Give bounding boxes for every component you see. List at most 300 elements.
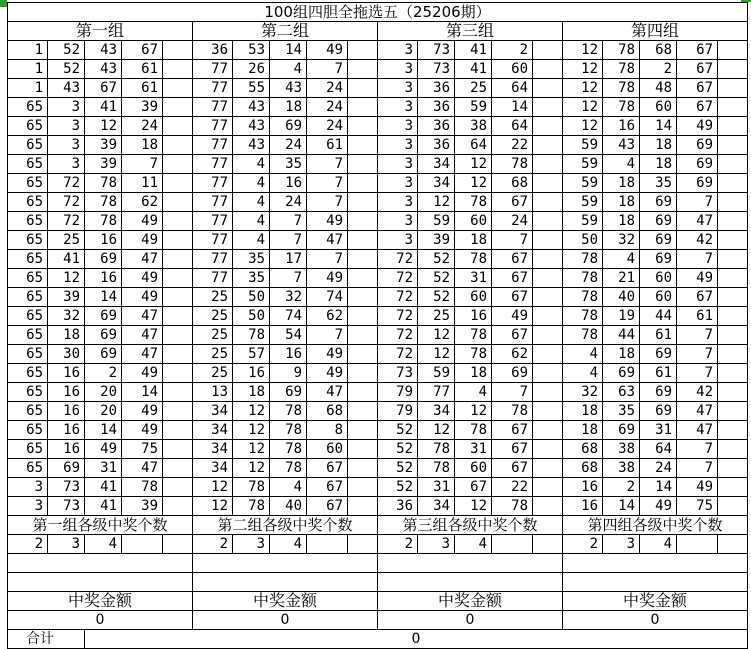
number-cell[interactable]: 72 bbox=[378, 307, 418, 326]
number-cell[interactable]: 47 bbox=[307, 231, 348, 250]
number-cell[interactable]: 49 bbox=[307, 364, 348, 383]
empty-cell[interactable] bbox=[533, 136, 563, 155]
number-cell[interactable]: 12 bbox=[455, 497, 492, 516]
empty-cell[interactable] bbox=[718, 231, 748, 250]
empty-cell[interactable] bbox=[8, 554, 193, 573]
number-cell[interactable]: 67 bbox=[122, 41, 163, 60]
number-cell[interactable]: 12 bbox=[418, 193, 455, 212]
number-cell[interactable]: 39 bbox=[48, 288, 85, 307]
number-cell[interactable]: 11 bbox=[122, 174, 163, 193]
number-cell[interactable]: 78 bbox=[85, 174, 122, 193]
number-cell[interactable]: 35 bbox=[270, 155, 307, 174]
number-cell[interactable]: 3 bbox=[378, 117, 418, 136]
empty-cell[interactable] bbox=[348, 136, 378, 155]
number-cell[interactable]: 38 bbox=[603, 459, 640, 478]
empty-cell[interactable] bbox=[163, 269, 193, 288]
number-cell[interactable]: 12 bbox=[418, 421, 455, 440]
number-cell[interactable]: 3 bbox=[378, 212, 418, 231]
number-cell[interactable]: 12 bbox=[455, 174, 492, 193]
number-cell[interactable]: 52 bbox=[48, 41, 85, 60]
number-cell[interactable]: 12 bbox=[455, 402, 492, 421]
number-cell[interactable]: 18 bbox=[455, 364, 492, 383]
number-cell[interactable]: 3 bbox=[48, 155, 85, 174]
number-cell[interactable]: 78 bbox=[492, 155, 533, 174]
number-cell[interactable]: 7 bbox=[270, 212, 307, 231]
empty-cell[interactable] bbox=[348, 478, 378, 497]
number-cell[interactable]: 49 bbox=[307, 269, 348, 288]
number-cell[interactable]: 47 bbox=[307, 383, 348, 402]
number-cell[interactable]: 34 bbox=[418, 402, 455, 421]
number-cell[interactable]: 16 bbox=[48, 364, 85, 383]
number-cell[interactable]: 78 bbox=[563, 269, 603, 288]
number-cell[interactable]: 41 bbox=[85, 497, 122, 516]
number-cell[interactable]: 9 bbox=[270, 364, 307, 383]
number-cell[interactable]: 54 bbox=[270, 326, 307, 345]
number-cell[interactable]: 7 bbox=[492, 383, 533, 402]
number-cell[interactable]: 18 bbox=[603, 345, 640, 364]
number-cell[interactable]: 32 bbox=[563, 383, 603, 402]
number-cell[interactable]: 18 bbox=[48, 326, 85, 345]
number-cell[interactable]: 78 bbox=[563, 250, 603, 269]
empty-cell[interactable] bbox=[718, 98, 748, 117]
number-cell[interactable]: 59 bbox=[455, 98, 492, 117]
number-cell[interactable]: 69 bbox=[640, 250, 677, 269]
number-cell[interactable]: 4 bbox=[563, 345, 603, 364]
empty-cell[interactable] bbox=[533, 193, 563, 212]
number-cell[interactable]: 24 bbox=[122, 117, 163, 136]
number-cell[interactable]: 12 bbox=[233, 459, 270, 478]
number-cell[interactable]: 69 bbox=[677, 155, 718, 174]
number-cell[interactable]: 59 bbox=[563, 155, 603, 174]
number-cell[interactable]: 75 bbox=[677, 497, 718, 516]
number-cell[interactable]: 14 bbox=[640, 478, 677, 497]
number-cell[interactable]: 65 bbox=[8, 345, 48, 364]
empty-cell[interactable] bbox=[533, 364, 563, 383]
empty-cell[interactable] bbox=[718, 307, 748, 326]
number-cell[interactable]: 41 bbox=[48, 250, 85, 269]
number-cell[interactable]: 78 bbox=[270, 440, 307, 459]
empty-cell[interactable] bbox=[533, 326, 563, 345]
empty-cell[interactable] bbox=[348, 231, 378, 250]
number-cell[interactable]: 50 bbox=[233, 307, 270, 326]
number-cell[interactable]: 7 bbox=[677, 193, 718, 212]
number-cell[interactable]: 4 bbox=[563, 364, 603, 383]
empty-cell[interactable] bbox=[718, 459, 748, 478]
empty-cell[interactable] bbox=[163, 497, 193, 516]
number-cell[interactable]: 78 bbox=[122, 478, 163, 497]
number-cell[interactable]: 67 bbox=[677, 41, 718, 60]
empty-cell[interactable] bbox=[163, 535, 193, 554]
number-cell[interactable]: 69 bbox=[640, 212, 677, 231]
empty-cell[interactable] bbox=[348, 79, 378, 98]
number-cell[interactable]: 52 bbox=[378, 478, 418, 497]
empty-cell[interactable] bbox=[163, 345, 193, 364]
number-cell[interactable]: 14 bbox=[85, 288, 122, 307]
number-cell[interactable]: 49 bbox=[122, 269, 163, 288]
number-cell[interactable]: 24 bbox=[307, 98, 348, 117]
number-cell[interactable]: 77 bbox=[193, 174, 233, 193]
number-cell[interactable]: 77 bbox=[193, 250, 233, 269]
empty-cell[interactable] bbox=[718, 326, 748, 345]
number-cell[interactable]: 7 bbox=[122, 155, 163, 174]
number-cell[interactable]: 7 bbox=[677, 345, 718, 364]
number-cell[interactable]: 77 bbox=[418, 383, 455, 402]
number-cell[interactable]: 69 bbox=[640, 345, 677, 364]
empty-cell[interactable] bbox=[533, 269, 563, 288]
number-cell[interactable]: 4 bbox=[270, 478, 307, 497]
number-cell[interactable]: 43 bbox=[48, 79, 85, 98]
prize-amount-label[interactable]: 中奖金额 bbox=[378, 592, 563, 611]
number-cell[interactable]: 34 bbox=[193, 459, 233, 478]
prize-level-cell[interactable]: 4 bbox=[270, 535, 307, 554]
number-cell[interactable]: 61 bbox=[640, 364, 677, 383]
number-cell[interactable]: 12 bbox=[418, 326, 455, 345]
number-cell[interactable]: 3 bbox=[378, 193, 418, 212]
number-cell[interactable]: 67 bbox=[677, 79, 718, 98]
empty-cell[interactable] bbox=[718, 193, 748, 212]
number-cell[interactable]: 60 bbox=[455, 288, 492, 307]
number-cell[interactable]: 78 bbox=[492, 497, 533, 516]
number-cell[interactable]: 69 bbox=[48, 459, 85, 478]
number-cell[interactable]: 68 bbox=[640, 41, 677, 60]
number-cell[interactable]: 44 bbox=[603, 326, 640, 345]
number-cell[interactable]: 47 bbox=[122, 307, 163, 326]
number-cell[interactable]: 3 bbox=[378, 155, 418, 174]
number-cell[interactable]: 77 bbox=[193, 212, 233, 231]
number-cell[interactable]: 3 bbox=[378, 98, 418, 117]
number-cell[interactable]: 49 bbox=[677, 269, 718, 288]
number-cell[interactable]: 67 bbox=[307, 459, 348, 478]
number-cell[interactable]: 65 bbox=[8, 155, 48, 174]
number-cell[interactable]: 3 bbox=[48, 98, 85, 117]
number-cell[interactable]: 24 bbox=[640, 459, 677, 478]
number-cell[interactable]: 12 bbox=[563, 41, 603, 60]
number-cell[interactable]: 65 bbox=[8, 98, 48, 117]
empty-cell[interactable] bbox=[533, 345, 563, 364]
number-cell[interactable]: 36 bbox=[193, 41, 233, 60]
number-cell[interactable]: 67 bbox=[307, 497, 348, 516]
number-cell[interactable]: 7 bbox=[677, 459, 718, 478]
empty-cell[interactable] bbox=[533, 212, 563, 231]
number-cell[interactable]: 2 bbox=[85, 364, 122, 383]
number-cell[interactable]: 14 bbox=[640, 117, 677, 136]
prize-level-cell[interactable]: 2 bbox=[563, 535, 603, 554]
number-cell[interactable]: 4 bbox=[233, 155, 270, 174]
number-cell[interactable]: 64 bbox=[455, 136, 492, 155]
empty-cell[interactable] bbox=[8, 573, 193, 592]
empty-cell[interactable] bbox=[348, 98, 378, 117]
number-cell[interactable]: 30 bbox=[48, 345, 85, 364]
group-3-header[interactable]: 第三组 bbox=[378, 22, 563, 41]
number-cell[interactable]: 4 bbox=[233, 174, 270, 193]
empty-cell[interactable] bbox=[348, 326, 378, 345]
number-cell[interactable]: 16 bbox=[455, 307, 492, 326]
number-cell[interactable]: 3 bbox=[378, 174, 418, 193]
prize-amount-value[interactable]: 0 bbox=[8, 611, 193, 630]
number-cell[interactable]: 25 bbox=[48, 231, 85, 250]
number-cell[interactable]: 67 bbox=[492, 193, 533, 212]
number-cell[interactable]: 18 bbox=[603, 212, 640, 231]
number-cell[interactable]: 77 bbox=[193, 193, 233, 212]
number-cell[interactable]: 31 bbox=[85, 459, 122, 478]
prize-amount-value[interactable]: 0 bbox=[563, 611, 748, 630]
number-cell[interactable]: 43 bbox=[603, 136, 640, 155]
number-cell[interactable]: 78 bbox=[563, 307, 603, 326]
empty-cell[interactable] bbox=[163, 98, 193, 117]
number-cell[interactable]: 65 bbox=[8, 402, 48, 421]
number-cell[interactable]: 67 bbox=[492, 288, 533, 307]
number-cell[interactable]: 60 bbox=[640, 269, 677, 288]
number-cell[interactable]: 3 bbox=[378, 136, 418, 155]
empty-cell[interactable] bbox=[563, 573, 748, 592]
empty-cell[interactable] bbox=[348, 421, 378, 440]
number-cell[interactable]: 18 bbox=[603, 174, 640, 193]
number-cell[interactable]: 19 bbox=[603, 307, 640, 326]
total-value[interactable]: 0 bbox=[85, 630, 748, 649]
group-4-header[interactable]: 第四组 bbox=[563, 22, 748, 41]
number-cell[interactable]: 68 bbox=[492, 174, 533, 193]
number-cell[interactable]: 59 bbox=[563, 193, 603, 212]
number-cell[interactable]: 12 bbox=[563, 79, 603, 98]
number-cell[interactable]: 78 bbox=[455, 193, 492, 212]
number-cell[interactable]: 52 bbox=[48, 60, 85, 79]
number-cell[interactable]: 47 bbox=[677, 212, 718, 231]
number-cell[interactable]: 43 bbox=[233, 136, 270, 155]
number-cell[interactable]: 65 bbox=[8, 288, 48, 307]
empty-cell[interactable] bbox=[718, 41, 748, 60]
number-cell[interactable]: 69 bbox=[640, 383, 677, 402]
number-cell[interactable]: 49 bbox=[677, 117, 718, 136]
empty-cell[interactable] bbox=[348, 269, 378, 288]
number-cell[interactable]: 4 bbox=[455, 383, 492, 402]
empty-cell[interactable] bbox=[533, 402, 563, 421]
number-cell[interactable]: 14 bbox=[603, 497, 640, 516]
number-cell[interactable]: 61 bbox=[122, 60, 163, 79]
empty-cell[interactable] bbox=[163, 364, 193, 383]
number-cell[interactable]: 36 bbox=[418, 136, 455, 155]
number-cell[interactable]: 78 bbox=[603, 41, 640, 60]
number-cell[interactable]: 25 bbox=[193, 288, 233, 307]
number-cell[interactable]: 7 bbox=[677, 250, 718, 269]
empty-cell[interactable] bbox=[163, 326, 193, 345]
number-cell[interactable]: 69 bbox=[85, 307, 122, 326]
number-cell[interactable]: 40 bbox=[270, 497, 307, 516]
number-cell[interactable]: 50 bbox=[233, 288, 270, 307]
empty-cell[interactable] bbox=[348, 459, 378, 478]
number-cell[interactable]: 50 bbox=[563, 231, 603, 250]
number-cell[interactable]: 65 bbox=[8, 250, 48, 269]
number-cell[interactable]: 7 bbox=[677, 326, 718, 345]
prize-amount-label[interactable]: 中奖金额 bbox=[193, 592, 378, 611]
number-cell[interactable]: 34 bbox=[418, 155, 455, 174]
empty-cell[interactable] bbox=[348, 60, 378, 79]
empty-cell[interactable] bbox=[718, 383, 748, 402]
prize-level-cell[interactable]: 3 bbox=[603, 535, 640, 554]
empty-cell[interactable] bbox=[163, 174, 193, 193]
number-cell[interactable]: 4 bbox=[603, 155, 640, 174]
number-cell[interactable]: 47 bbox=[677, 421, 718, 440]
number-cell[interactable]: 3 bbox=[8, 497, 48, 516]
number-cell[interactable]: 18 bbox=[563, 421, 603, 440]
prize-level-cell[interactable]: 3 bbox=[48, 535, 85, 554]
number-cell[interactable]: 69 bbox=[603, 364, 640, 383]
number-cell[interactable]: 16 bbox=[563, 497, 603, 516]
number-cell[interactable]: 18 bbox=[122, 136, 163, 155]
empty-cell[interactable] bbox=[718, 60, 748, 79]
number-cell[interactable]: 67 bbox=[492, 459, 533, 478]
number-cell[interactable]: 60 bbox=[640, 288, 677, 307]
number-cell[interactable]: 2 bbox=[492, 41, 533, 60]
number-cell[interactable]: 14 bbox=[270, 41, 307, 60]
number-cell[interactable]: 52 bbox=[378, 440, 418, 459]
number-cell[interactable]: 7 bbox=[307, 155, 348, 174]
empty-cell[interactable] bbox=[533, 98, 563, 117]
number-cell[interactable]: 69 bbox=[85, 345, 122, 364]
number-cell[interactable]: 60 bbox=[492, 60, 533, 79]
empty-cell[interactable] bbox=[533, 440, 563, 459]
number-cell[interactable]: 78 bbox=[563, 288, 603, 307]
empty-cell[interactable] bbox=[163, 60, 193, 79]
empty-cell[interactable] bbox=[533, 79, 563, 98]
empty-cell[interactable] bbox=[163, 478, 193, 497]
number-cell[interactable]: 65 bbox=[8, 307, 48, 326]
prize-amount-value[interactable]: 0 bbox=[193, 611, 378, 630]
number-cell[interactable]: 59 bbox=[563, 174, 603, 193]
number-cell[interactable]: 69 bbox=[677, 174, 718, 193]
number-cell[interactable]: 34 bbox=[418, 174, 455, 193]
number-cell[interactable]: 7 bbox=[677, 364, 718, 383]
number-cell[interactable]: 59 bbox=[563, 212, 603, 231]
number-cell[interactable]: 12 bbox=[563, 60, 603, 79]
number-cell[interactable]: 12 bbox=[233, 421, 270, 440]
empty-cell[interactable] bbox=[533, 41, 563, 60]
number-cell[interactable]: 39 bbox=[85, 155, 122, 174]
empty-cell[interactable] bbox=[163, 155, 193, 174]
number-cell[interactable]: 16 bbox=[85, 231, 122, 250]
prize-count-label[interactable]: 第二组各级中奖个数 bbox=[193, 516, 378, 535]
number-cell[interactable]: 52 bbox=[418, 288, 455, 307]
number-cell[interactable]: 8 bbox=[307, 421, 348, 440]
empty-cell[interactable] bbox=[348, 497, 378, 516]
number-cell[interactable]: 35 bbox=[233, 269, 270, 288]
number-cell[interactable]: 69 bbox=[270, 383, 307, 402]
prize-level-cell[interactable]: 2 bbox=[8, 535, 48, 554]
number-cell[interactable]: 64 bbox=[492, 79, 533, 98]
number-cell[interactable]: 59 bbox=[563, 136, 603, 155]
number-cell[interactable]: 24 bbox=[307, 117, 348, 136]
empty-cell[interactable] bbox=[348, 307, 378, 326]
empty-cell[interactable] bbox=[163, 307, 193, 326]
empty-cell[interactable] bbox=[163, 421, 193, 440]
empty-cell[interactable] bbox=[718, 212, 748, 231]
number-cell[interactable]: 1 bbox=[8, 60, 48, 79]
empty-cell[interactable] bbox=[718, 250, 748, 269]
prize-level-cell[interactable]: 3 bbox=[418, 535, 455, 554]
number-cell[interactable]: 43 bbox=[85, 60, 122, 79]
number-cell[interactable]: 69 bbox=[677, 136, 718, 155]
empty-cell[interactable] bbox=[348, 535, 378, 554]
number-cell[interactable]: 55 bbox=[233, 79, 270, 98]
number-cell[interactable]: 12 bbox=[85, 117, 122, 136]
empty-cell[interactable] bbox=[533, 535, 563, 554]
number-cell[interactable]: 77 bbox=[193, 79, 233, 98]
empty-cell[interactable] bbox=[718, 155, 748, 174]
number-cell[interactable]: 16 bbox=[233, 364, 270, 383]
empty-cell[interactable] bbox=[378, 554, 563, 573]
number-cell[interactable]: 34 bbox=[193, 402, 233, 421]
empty-cell[interactable] bbox=[163, 459, 193, 478]
number-cell[interactable]: 78 bbox=[418, 440, 455, 459]
empty-cell[interactable] bbox=[193, 573, 378, 592]
number-cell[interactable]: 41 bbox=[85, 98, 122, 117]
number-cell[interactable]: 22 bbox=[492, 478, 533, 497]
number-cell[interactable]: 31 bbox=[455, 269, 492, 288]
empty-cell[interactable] bbox=[122, 535, 163, 554]
empty-cell[interactable] bbox=[533, 421, 563, 440]
number-cell[interactable]: 69 bbox=[270, 117, 307, 136]
number-cell[interactable]: 73 bbox=[378, 364, 418, 383]
number-cell[interactable]: 79 bbox=[378, 383, 418, 402]
empty-cell[interactable] bbox=[718, 497, 748, 516]
number-cell[interactable]: 47 bbox=[122, 326, 163, 345]
empty-cell[interactable] bbox=[533, 174, 563, 193]
number-cell[interactable]: 69 bbox=[85, 326, 122, 345]
number-cell[interactable]: 25 bbox=[455, 79, 492, 98]
number-cell[interactable]: 77 bbox=[193, 60, 233, 79]
number-cell[interactable]: 25 bbox=[193, 307, 233, 326]
number-cell[interactable]: 78 bbox=[603, 79, 640, 98]
number-cell[interactable]: 72 bbox=[378, 326, 418, 345]
empty-cell[interactable] bbox=[348, 155, 378, 174]
number-cell[interactable]: 41 bbox=[455, 41, 492, 60]
number-cell[interactable]: 47 bbox=[122, 345, 163, 364]
number-cell[interactable]: 12 bbox=[418, 345, 455, 364]
number-cell[interactable]: 69 bbox=[85, 250, 122, 269]
empty-cell[interactable] bbox=[348, 117, 378, 136]
number-cell[interactable]: 67 bbox=[677, 98, 718, 117]
number-cell[interactable]: 16 bbox=[85, 269, 122, 288]
empty-cell[interactable] bbox=[533, 497, 563, 516]
number-cell[interactable]: 49 bbox=[307, 212, 348, 231]
empty-cell[interactable] bbox=[718, 79, 748, 98]
number-cell[interactable]: 3 bbox=[48, 117, 85, 136]
empty-cell[interactable] bbox=[533, 307, 563, 326]
empty-cell[interactable] bbox=[348, 174, 378, 193]
number-cell[interactable]: 49 bbox=[85, 440, 122, 459]
number-cell[interactable]: 60 bbox=[455, 459, 492, 478]
number-cell[interactable]: 35 bbox=[233, 250, 270, 269]
number-cell[interactable]: 72 bbox=[378, 250, 418, 269]
number-cell[interactable]: 7 bbox=[492, 231, 533, 250]
number-cell[interactable]: 36 bbox=[418, 98, 455, 117]
number-cell[interactable]: 52 bbox=[418, 250, 455, 269]
empty-cell[interactable] bbox=[163, 136, 193, 155]
empty-cell[interactable] bbox=[163, 41, 193, 60]
number-cell[interactable]: 7 bbox=[307, 193, 348, 212]
number-cell[interactable]: 67 bbox=[492, 421, 533, 440]
number-cell[interactable]: 25 bbox=[193, 326, 233, 345]
empty-cell[interactable] bbox=[378, 573, 563, 592]
number-cell[interactable]: 18 bbox=[455, 231, 492, 250]
empty-cell[interactable] bbox=[718, 421, 748, 440]
number-cell[interactable]: 60 bbox=[455, 212, 492, 231]
number-cell[interactable]: 61 bbox=[640, 326, 677, 345]
number-cell[interactable]: 44 bbox=[640, 307, 677, 326]
number-cell[interactable]: 68 bbox=[563, 440, 603, 459]
number-cell[interactable]: 72 bbox=[48, 174, 85, 193]
empty-cell[interactable] bbox=[718, 269, 748, 288]
number-cell[interactable]: 36 bbox=[418, 79, 455, 98]
